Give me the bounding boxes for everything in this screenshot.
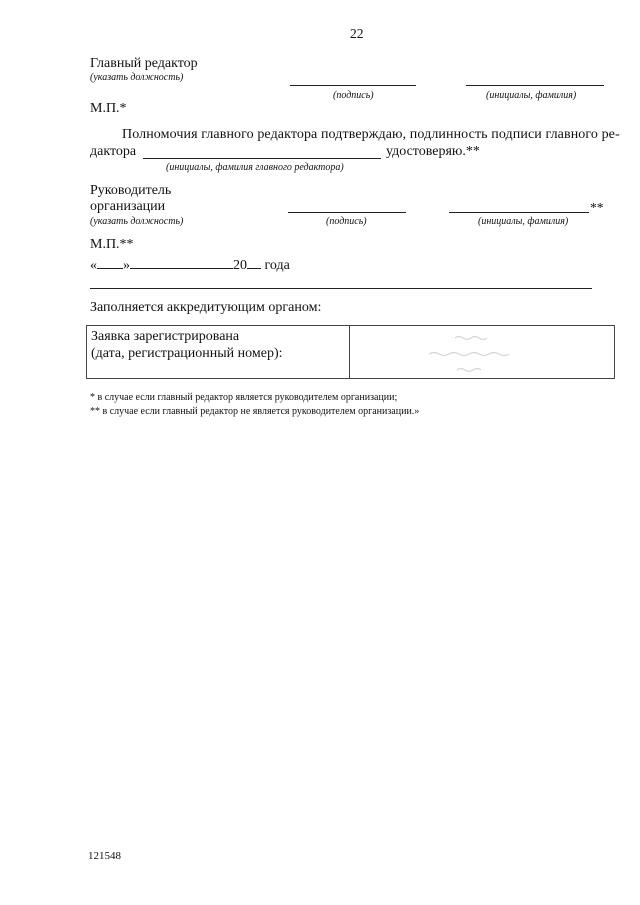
faint-stamp-graphic [427,330,527,374]
registration-divider [349,326,350,378]
editor-name-line [466,85,604,86]
head-position-hint: (указать должность) [90,216,184,227]
date-line [90,256,290,274]
registration-label-line1: Заявка зарегистрирована [91,329,240,344]
head-signature-caption: (подпись) [326,216,367,227]
date-day-blank [97,256,123,269]
head-name-caption: (инициалы, фамилия) [478,216,569,227]
head-title-line2: организации [90,199,166,214]
editor-stamp: М.П.* [90,101,127,116]
faint-stamp [427,330,527,374]
date-suffix: года [264,258,290,273]
editor-name-fill-line [143,158,381,159]
registration-label-line2: (дата, регистрационный номер): [91,346,283,361]
date-open-quote: « [90,258,97,273]
filled-by-label: Заполняется аккредитующим органом: [90,300,322,315]
head-signature-line [288,212,406,213]
editor-signature-caption: (подпись) [333,90,374,101]
date-year-prefix: 20 [233,258,247,273]
document-code: 121548 [88,850,121,862]
confirmation-line2-end: удостоверяю.** [386,144,480,159]
confirmation-caption: (инициалы, фамилия главного редактора) [166,162,344,173]
head-stars: ** [590,200,604,215]
editor-position-hint: (указать должность) [90,72,184,83]
editor-name-caption: (инициалы, фамилия) [486,90,577,101]
registration-table [86,325,615,379]
page-number: 22 [350,26,364,41]
confirmation-line2-start: дактора [90,144,137,159]
separator-line [90,288,592,289]
footnote-1: * в случае если главный редактор является руководителем организации; [90,392,398,403]
confirmation-line1: Полномочия главного редактора подтверждаю, подлинность подписи главного ре- [122,127,620,142]
footnote-2: ** в случае если главный редактор не является руководителем организации.» [90,406,420,417]
date-close-quote: » [123,258,130,273]
date-year-blank [247,256,261,269]
editor-signature-line [290,85,416,86]
head-title-line1: Руководитель [90,183,172,198]
head-stamp: М.П.** [90,237,134,252]
head-name-line [449,212,589,213]
date-month-blank [130,256,233,269]
editor-title: Главный редактор [90,56,198,71]
